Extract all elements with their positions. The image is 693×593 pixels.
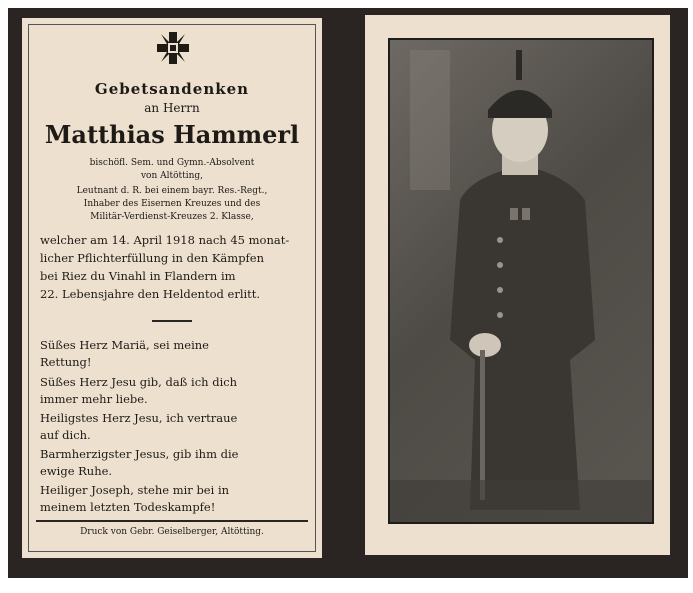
prayer-line: Süßes Herz Jesu gib, daß ich dich [40, 375, 238, 389]
death-line: bei Riez du Vinahl in Flandern im [40, 269, 236, 283]
prayer-line: immer mehr liebe. [40, 392, 148, 406]
death-line: welcher am 14. April 1918 nach 45 monat- [40, 233, 290, 247]
prayer-line: Süßes Herz Mariä, sei meine [40, 338, 209, 352]
prayer-line: auf dich. [40, 428, 91, 442]
iron-cross-icon [155, 30, 191, 66]
prayer-line: meinem letzten Todeskampfe! [40, 500, 216, 514]
prayer-line: Rettung! [40, 355, 92, 369]
soldier-portrait [388, 38, 654, 524]
description-line: Inhaber des Eisernen Kreuzes und des [83, 199, 261, 209]
prayer-line: Barmherzigster Jesus, gib ihm die [40, 447, 239, 461]
description-line: Leutnant d. R. bei einem bayr. Res.-Regt., [76, 186, 268, 196]
divider [36, 520, 308, 522]
prayer-line: Heiligstes Herz Jesu, ich vertraue [40, 411, 238, 425]
salutation: an Herrn [144, 101, 200, 115]
death-line: 22. Lebensjahre den Heldentod erlitt. [40, 287, 261, 301]
printer-note: Druck von Gebr. Geiselberger, Altötting. [80, 527, 264, 537]
card-title: Gebetsandenken [94, 80, 250, 98]
divider [152, 320, 192, 322]
description-line: Militär-Verdienst-Kreuzes 2. Klasse, [90, 212, 254, 222]
prayer-line: ewige Ruhe. [40, 464, 113, 478]
death-line: licher Pflichterfüllung in den Kämpfen [40, 251, 265, 265]
description-line: von Altötting, [140, 171, 204, 181]
deceased-name: Matthias Hammerl [44, 120, 300, 149]
description-line: bischöfl. Sem. und Gymn.-Absolvent [89, 158, 255, 168]
prayer-line: Heiliger Joseph, stehe mir bei in [40, 483, 230, 497]
